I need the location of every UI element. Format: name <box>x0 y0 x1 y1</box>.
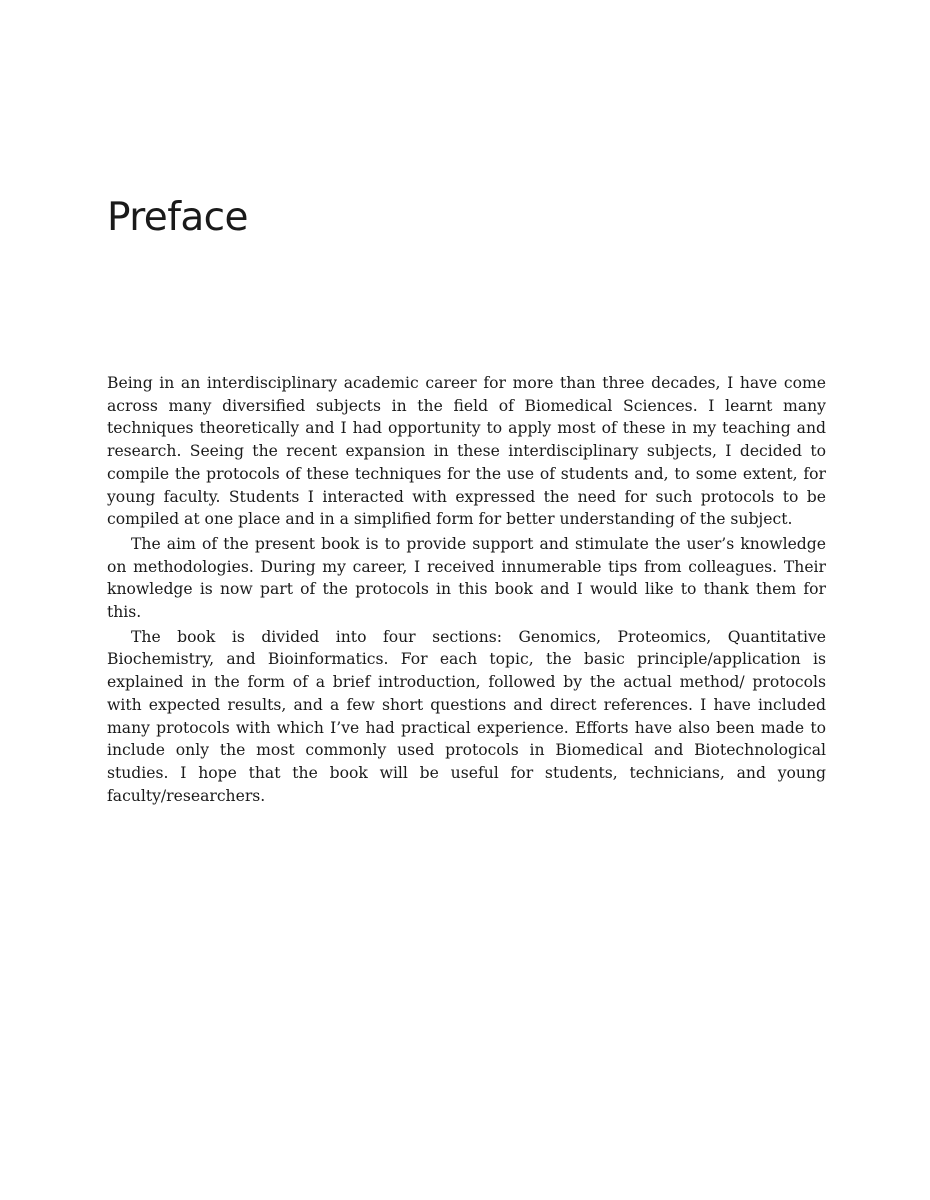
paragraph-3: The book is divided into four sections: Genomics, Proteomics, Quantitative Biochemistry, and Bioinformatics. For each topic, the basic principle/application is explained in the form of a brief introduction, followed by the actual method/ protocols with expected results, and a few short questions and direct references. I have included many protocols with which I’ve had practical experience. Efforts have also been made to include only the most commonly used protocols in Biomedical and Biotechnological studies. I hope that the book will be useful for students, technicians, and young faculty/researchers. <box>107 627 826 805</box>
paragraph-1: Being in an interdisciplinary academic career for more than three decades, I have come across many diversified subjects in the field of Biomedical Sciences. I learnt many techniques theoretically and I had opportunity to apply most of these in my teaching and research. Seeing the recent expansion in these interdisciplinary subjects, I decided to compile the protocols of these techniques for the use of students and, to some extent, for young faculty. Students I interacted with expressed the need for such protocols to be compiled at one place and in a simplified form for better understanding of the subject. <box>107 374 826 529</box>
paragraph-2: The aim of the present book is to provide support and stimulate the user’s knowledge on methodologies. During my career, I received innumerable tips from colleagues. Their knowledge is now part of the protocols in this book and I would like to thank them for this. <box>107 534 826 622</box>
page-title: Preface <box>107 195 248 240</box>
preface-body <box>107 372 826 809</box>
